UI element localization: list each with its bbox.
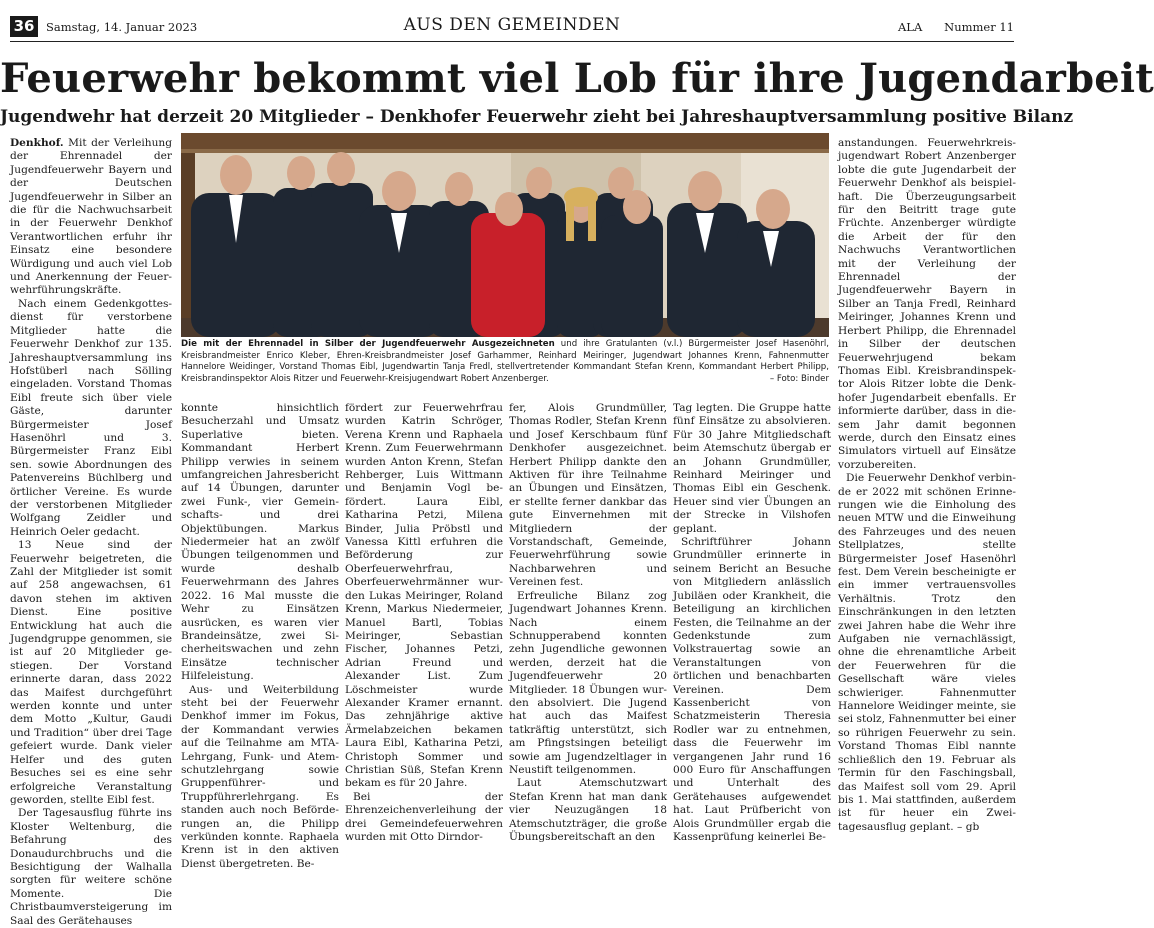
paragraph: 13 Neue sind der Feuerwehr beigetreten, die Zahl der Mitglieder ist somit auf 258 angewachsen, 61 davon stehen im aktiven Dienst. Eine positive Entwicklung hat auch die Jugendgruppe genommen, sie ist auf 20 Mitglieder gestiegen. Der Vorstand erinnerte daran, dass 2022 das Maifest durchgeführt werden konnte und unter dem Motto „Kultur, Gaudi und Tradition“ über drei Tage gefeiert wurde. Dank vieler Helfer und des guten Besuches sei es eine sehr erfolgreiche Veranstaltung geworden, stellte Eibl fest. [10,539,172,806]
dateline: Denkhof. [10,137,64,149]
headline: Feuerwehr bekommt viel Lob für ihre Jugendarbeit [0,55,1154,102]
text-column-4 [509,402,667,843]
paragraph: Schriftführer Johann Grundmüller erinnerte in seinem Bericht an Besuche von Mitgliedern anlässlich Jubiläen oder Krankheit, die Beteiligung an kirchlichen Festen, die Teilnahme an der Gedenkstunde zum Volkstrauertag sowie an Veranstaltungen von örtlichen und benachbarten Vereinen. Dem Kassenbericht von Schatzmeisterin Theresia Rodler war zu entnehmen, dass die Feuerwehr im vergangenen Jahr rund 16 000 Euro für Anschaffungen und Unterhalt des Gerätehauses aufgewendet hat. Laut Prüfbericht von Alois Grundmüller ergab die Kassenprüfung keinerlei Be- [673,536,831,843]
paragraph: fer, Alois Grundmüller, Thomas Rodler, Stefan Krenn und Josef Kerschbaum fünf Denkhofer ausgezeichnet. Herbert Philipp dankte den Aktiven für ihre Teilnahme an Übungen und Einsätzen, er stellte ferner dankbar das gute Einvernehmen mit Mitgliedern der Vorstandschaft, Gemeinde, Feuerwehrführung sowie Nachbarwehren und Vereinen fest. [509,402,667,589]
edition-label: ALA [898,20,923,34]
paragraph: Aus- und Weiterbildung steht bei der Feuerwehr Denkhof immer im Fokus, der Kommandant verwies auf die Teilnahme am MTA-Lehrgang, Funk- und Atemschutzlehrgang sowie Gruppenführer- und Truppführerlehrgang. Es standen auch noch Beförderungen an, die Philipp verkünden konnte. Raphaela Krenn ist in den aktiven Dienst übergetreten. Be- [181,683,339,870]
paragraph: Die Feuerwehr Denkhof verbinde er 2022 mit schönen Erinnerungen wie die Einholung des neuen MTW und die Einweihung des Fahrzeuges und des neuen Stellplatzes, stellte Bürgermeister Josef Hasenöhrl fest. Dem Verein bescheinigte er ein immer vertrauensvolles Verhältnis. Trotz den Einschränkungen in den letzten zwei Jahren habe die Wehr ihre Aufgaben nie vernachlässigt, ohne die ehrenamtliche Arbeit der Feuerwehren für die Gesellschaft wäre vieles schwieriger. Fahnenmutter Hannelore Weidinger meinte, sie sei stolz, Fahnenmutter bei einer so rührigen Feuerwehr zu sein. Vorstand Thomas Eibl nannte schließlich den 19. Februar als Termin für den Faschingsball, das Maifest soll vom 29. April bis 1. Mai stattfinden, außerdem ist für heuer ein Zweitagesausflug geplant. – gb [838,472,1016,833]
page-header [10,15,1014,36]
paragraph: Tag legten. Die Gruppe hatte fünf Einsätze zu absolvieren. Für 30 Jahre Mitgliedschaft beim Atemschutz übergab er an Johann Grundmüller, Reinhard Meiringer und Thomas Eibl ein Geschenk. Heuer sind vier Übungen an der Strecke in Vilshofen geplant. [673,402,831,535]
paragraph: Denkhof. Mit der Verleihung der Ehrennadel der Jugendfeuerwehr Bayern und der Deutschen Jugendfeuerwehr in Silber an die für die Nachwuchsarbeit in der Feuerwehr Denkhof Verantwortlichen erfuhr ihr Einsatz eine besondere Würdigung und auch viel Lob und Anerkennung der Feuerwehrführungskräfte. [10,137,172,297]
text-column-1 [10,137,172,927]
paragraph: Laut Atemschutzwart Stefan Krenn hat man dank vier Neuzugängen 18 Atemschutzträger, die große Übungsbereitschaft an den [509,777,667,843]
text-column-5 [673,402,831,843]
header-rule [10,41,1014,42]
paragraph: Bei der Ehrenzeichenverleihung der drei Gemeindefeuerwehren wurden mit Otto Dirndor- [345,790,503,843]
text-column-6 [838,137,1016,833]
caption-lead: Die mit der Ehrennadel in Silber der Jugendfeuerwehr Ausgezeichneten [181,339,555,349]
paragraph: fördert zur Feuerwehrfrau wurden Katrin Schröger, Verena Krenn und Raphaela Krenn. Zum Feuerwehrmann wurden Anton Krenn, Stefan Rehberger, Luis Wittmann und Benjamin Vogl befördert. Laura Eibl, Katharina Petzi, Milena Binder, Julia Pröbstl und Vanessa Kittl erfuhren die Beförderung zur Oberfeuerwehrfrau, Oberfeuerwehrmänner wurden Lukas Meiringer, Roland Krenn, Markus Niedermeier, Manuel Bartl, Tobias Meiringer, Sebastian Fischer, Johannes Petzi, Adrian Freund und Alexander List. Zum Löschmeister wurde Alexander Kramer ernannt. Das zehnjährige aktive Ärmelabzeichen bekamen Laura Eibl, Katharina Petzi, Christoph Sommer und Christian Süß, Stefan Krenn bekam es für 20 Jahre. [345,402,503,790]
section-title: AUS DEN GEMEINDEN [403,15,621,35]
caption-text: und ihre Gratulanten (v.l.) Bürgermeister Josef Hasenöhrl, Kreisbrandmeister Enrico Kleber, Ehren-Kreisbrandmeister Josef Garhammer, Reinhard Meiringer, Jugendwart Johannes Krenn, Fahnenmutter Hannelore Weidinger, Vorstand Thomas Eibl, Jugendwartin Tanja Fredl, stellvertretender Kommandant Stefan Krenn, Kommandant Herbert Philipp, Kreisbrandinspektor Alois Ritzer und Feuerwehr-Kreisjugendwart Robert Anzenberger. [181,339,829,384]
paragraph: konnte hinsichtlich Besucherzahl und Umsatz Superlative bieten. Kommandant Herbert Philipp verwies in seinem umfangreichen Jahresbericht auf 14 Übungen, darunter zwei Funk-, vier Gemeinschafts- und drei Objektübungen. Markus Niedermeier hat an zwölf Übungen teilgenommen und wurde deshalb Feuerwehrmann des Jahres 2022. 16 Mal musste die Wehr zu Einsätzen ausrücken, es waren vier Brandeinsätze, zwei Sicherheitswachen und zehn Einsätze technischer Hilfeleistung. [181,402,339,683]
page-number: 36 [10,16,38,37]
paragraph: Erfreuliche Bilanz zog Jugendwart Johannes Krenn. Nach einem Schnupperabend konnten zehn Jugendliche gewonnen werden, derzeit hat die Jugendfeuerwehr 20 Mitglieder. 18 Übungen wurden absolviert. Die Jugend hat auch das Maifest tatkräftig unterstützt, sich am Pfingstsingen beteiligt sowie am Jugendzeltlager in Neustift teilgenommen. [509,589,667,776]
group-photo [181,133,829,337]
issue-date: Samstag, 14. Januar 2023 [46,20,198,34]
issue-number: Nummer 11 [944,20,1014,34]
photo-caption [181,339,829,385]
paragraph: anstandungen. Feuerwehrkreisjugendwart Robert Anzenberger lobte die gute Jugendarbeit der Feuerwehr Denkhof als beispielhaft. Die Überzeugungsarbeit für den Beitritt trage gute Früchte. Anzenberger würdigte die Arbeit der für den Nachwuchs Verantwortlichen mit der Verleihung der Ehrennadel der Jugendfeuerwehr Bayern in Silber an Tanja Fredl, Reinhard Meiringer, Johannes Krenn und Herbert Philipp, die Ehrennadel in Silber der deutschen Feuerwehrjugend bekam Thomas Eibl. Kreisbrandinspektor Alois Ritzer lobte die Denkhofer Jugendarbeit ebenfalls. Er informierte darüber, dass in diesem Jahr damit begonnen werde, durch den Einsatz eines Simulators virtuell auf Einsätze vorzubereiten. [838,137,1016,471]
text-column-2 [181,402,339,870]
photo-illustration [181,133,829,337]
photo-credit: – Foto: Binder [769,373,829,384]
subheadline: Jugendwehr hat derzeit 20 Mitglieder – Denkhofer Feuerwehr zieht bei Jahreshauptversammlung positive Bilanz [0,107,1074,127]
paragraph: Nach einem Gedenkgottesdienst für verstorbene Mitglieder hatte die Feuerwehr Denkhof zur 135. Jahreshauptversammlung ins Hofstüberl nach Sölling eingeladen. Vorstand Thomas Eibl freute sich über viele Gäste, darunter Bürgermeister Josef Hasenöhrl und 3. Bürgermeister Franz Eibl sen. sowie Abordnungen des Patenvereins Büchlberg und örtlicher Vereine. Es wurde der verstorbenen Mitglieder Wolfgang Zeidler und Heinrich Oeler gedacht. [10,297,172,538]
paragraph: Der Tagesausflug führte ins Kloster Weltenburg, die Befahrung des Donaudurchbruchs und die Besichtigung der Walhalla sorgten für weitere schöne Momente. Die Christbaumversteigerung im Saal des Gerätehauses [10,807,172,927]
text-column-3 [345,402,503,843]
